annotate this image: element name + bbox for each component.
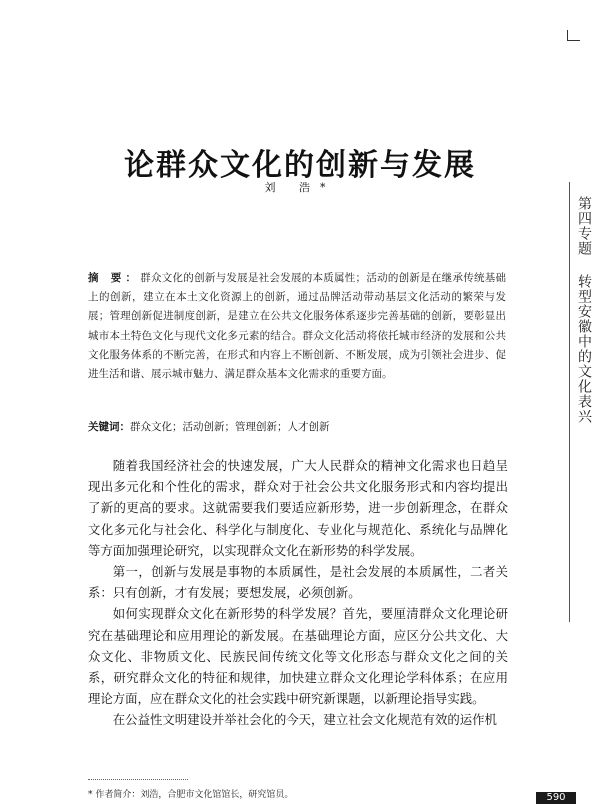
- article-body: [88, 455, 508, 731]
- side-header-part: 第四专题: [576, 196, 592, 256]
- keywords-label: 关键词：: [88, 421, 130, 433]
- abstract-text: 群众文化的创新与发展是社会发展的本质属性；活动的创新是在继承传统基础上的创新，建立在本土文化资源上的创新，通过品牌活动带动基层文化活动的繁荣与发展；管理创新促进制度创新，是建立在公共文化服务体系逐步完善基础的创新，要彰显出城市本土特色文化与现代文化多元素的结合。群众文化活动将依托城市经济的发展和公共文化服务体系的不断完善，在形式和内容上不断创新、不断发展，成为引领社会进步、促进生活和谐、展示城市魅力、满足群众基本文化需求的重要方面。: [88, 272, 507, 381]
- body-paragraph: 随着我国经济社会的快速发展，广大人民群众的精神文化需求也日趋呈现出多元化和个性化的需求，群众对于社会公共文化服务形式和内容均提出了新的更高的要求。这就需要我们要适应新形势，进一步创新理念，在群众文化多元化与社会化、科学化与制度化、专业化与规范化、系统化与品牌化等方面加强理论研究，以实现群众文化在新形势的科学发展。: [88, 458, 508, 558]
- footnote-divider: [88, 779, 188, 780]
- body-paragraph: 如何实现群众文化在新形势的科学发展？首先，要厘清群众文化理论研究在基础理论和应用理论的新发展。在基础理论方面，应区分公共文化、大众文化、非物质文化、民族民间传统文化等文化形态与群众文化之间的关系，研究群众文化的特征和规律，加快建立群众文化理论学科体系；在应用理论方面，应在群众文化的社会实践中研究新课题，以新理论指导实践。: [88, 606, 508, 707]
- article-author: 刘 浩*: [264, 181, 336, 194]
- abstract: [88, 269, 506, 384]
- keywords-text: 群众文化；活动创新；管理创新；人才创新: [130, 421, 330, 433]
- body-paragraph: 第一，创新与发展是事物的本质属性，是社会发展的本质属性，二者关系：只有创新，才有发展；要想发展，必须创新。: [88, 564, 508, 601]
- side-header-divider: [569, 182, 570, 622]
- side-running-header: [574, 196, 594, 424]
- body-paragraph: 在公益性文明建设并举社会化的今天，建立社会文化规范有效的运作机: [112, 712, 497, 728]
- footnote: * 作者简介：刘浩，合肥市文化馆馆长，研究馆员。: [88, 790, 294, 800]
- abstract-label: 摘 要：: [88, 272, 141, 284]
- page-number: 590: [536, 792, 576, 804]
- side-header-topic: 转型安徽中的文化表兴: [576, 274, 592, 424]
- keywords: [88, 418, 506, 437]
- page-corner-mark: [567, 30, 580, 41]
- article-title: 论群众文化的创新与发展: [124, 148, 476, 183]
